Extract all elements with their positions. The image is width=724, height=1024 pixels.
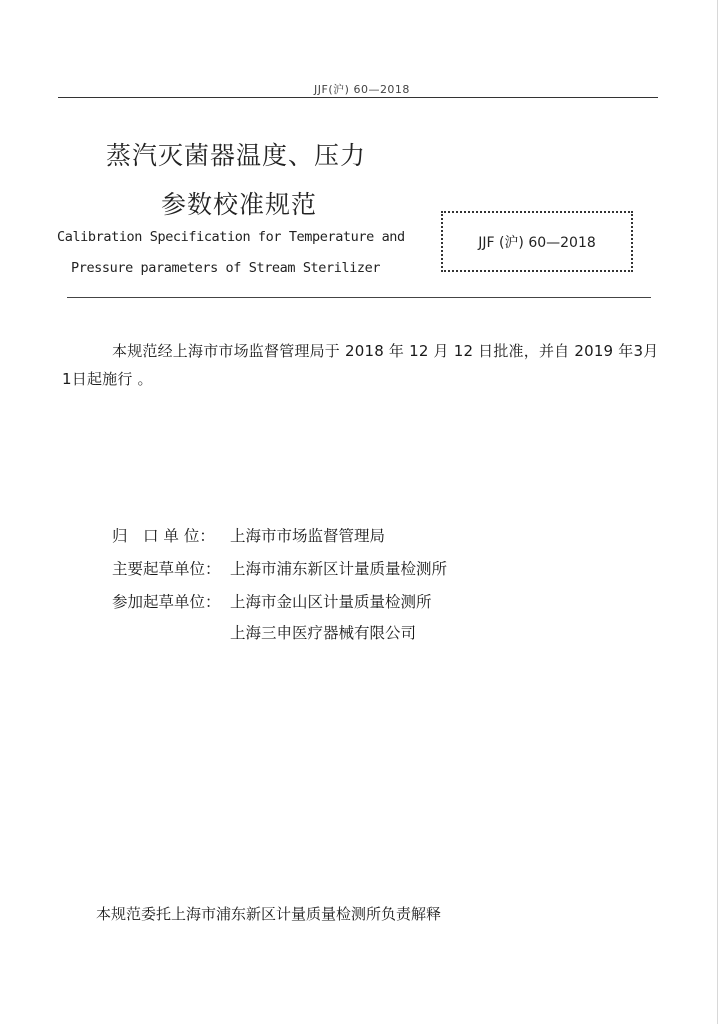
org-value: 上海市浦东新区计量质量检测所	[230, 560, 448, 578]
header-rule	[58, 97, 658, 98]
title-divider	[67, 297, 651, 298]
title-line-2: 参数校准规范	[161, 190, 318, 219]
header-code: JJF(沪) 60—2018	[314, 83, 410, 96]
approval-statement: 本规范经上海市市场监督管理局于 2018 年 12 月 12 日批准，并自 2019 年3月1日起施行 。	[62, 342, 659, 388]
page-edge-line	[717, 0, 718, 1024]
org-row-participating-drafter	[112, 590, 432, 612]
org-row-main-drafter	[112, 557, 447, 579]
org-label-spacer	[112, 621, 230, 643]
english-title-line-2: Pressure parameters of Stream Sterilizer	[71, 260, 381, 276]
title-line-1: 蒸汽灭菌器温度、压力	[106, 141, 367, 170]
org-label: 参加起草单位：	[112, 593, 221, 611]
standard-code-box	[441, 211, 633, 272]
org-value: 上海市金山区计量质量检测所	[230, 593, 432, 611]
english-title-line-1: Calibration Specification for Temperature and	[57, 229, 405, 245]
org-label: 归 口 单 位：	[112, 527, 215, 545]
standard-code-text: JJF (沪) 60—2018	[478, 234, 596, 251]
interpretation-note: 本规范委托上海市浦东新区计量质量检测所负责解释	[96, 905, 442, 923]
org-value: 上海三申医疗器械有限公司	[230, 624, 417, 642]
org-label: 主要起草单位：	[112, 560, 221, 578]
org-value: 上海市市场监督管理局	[230, 527, 386, 545]
org-row-participating-drafter-2	[112, 621, 416, 643]
org-row-centralized	[112, 524, 385, 546]
